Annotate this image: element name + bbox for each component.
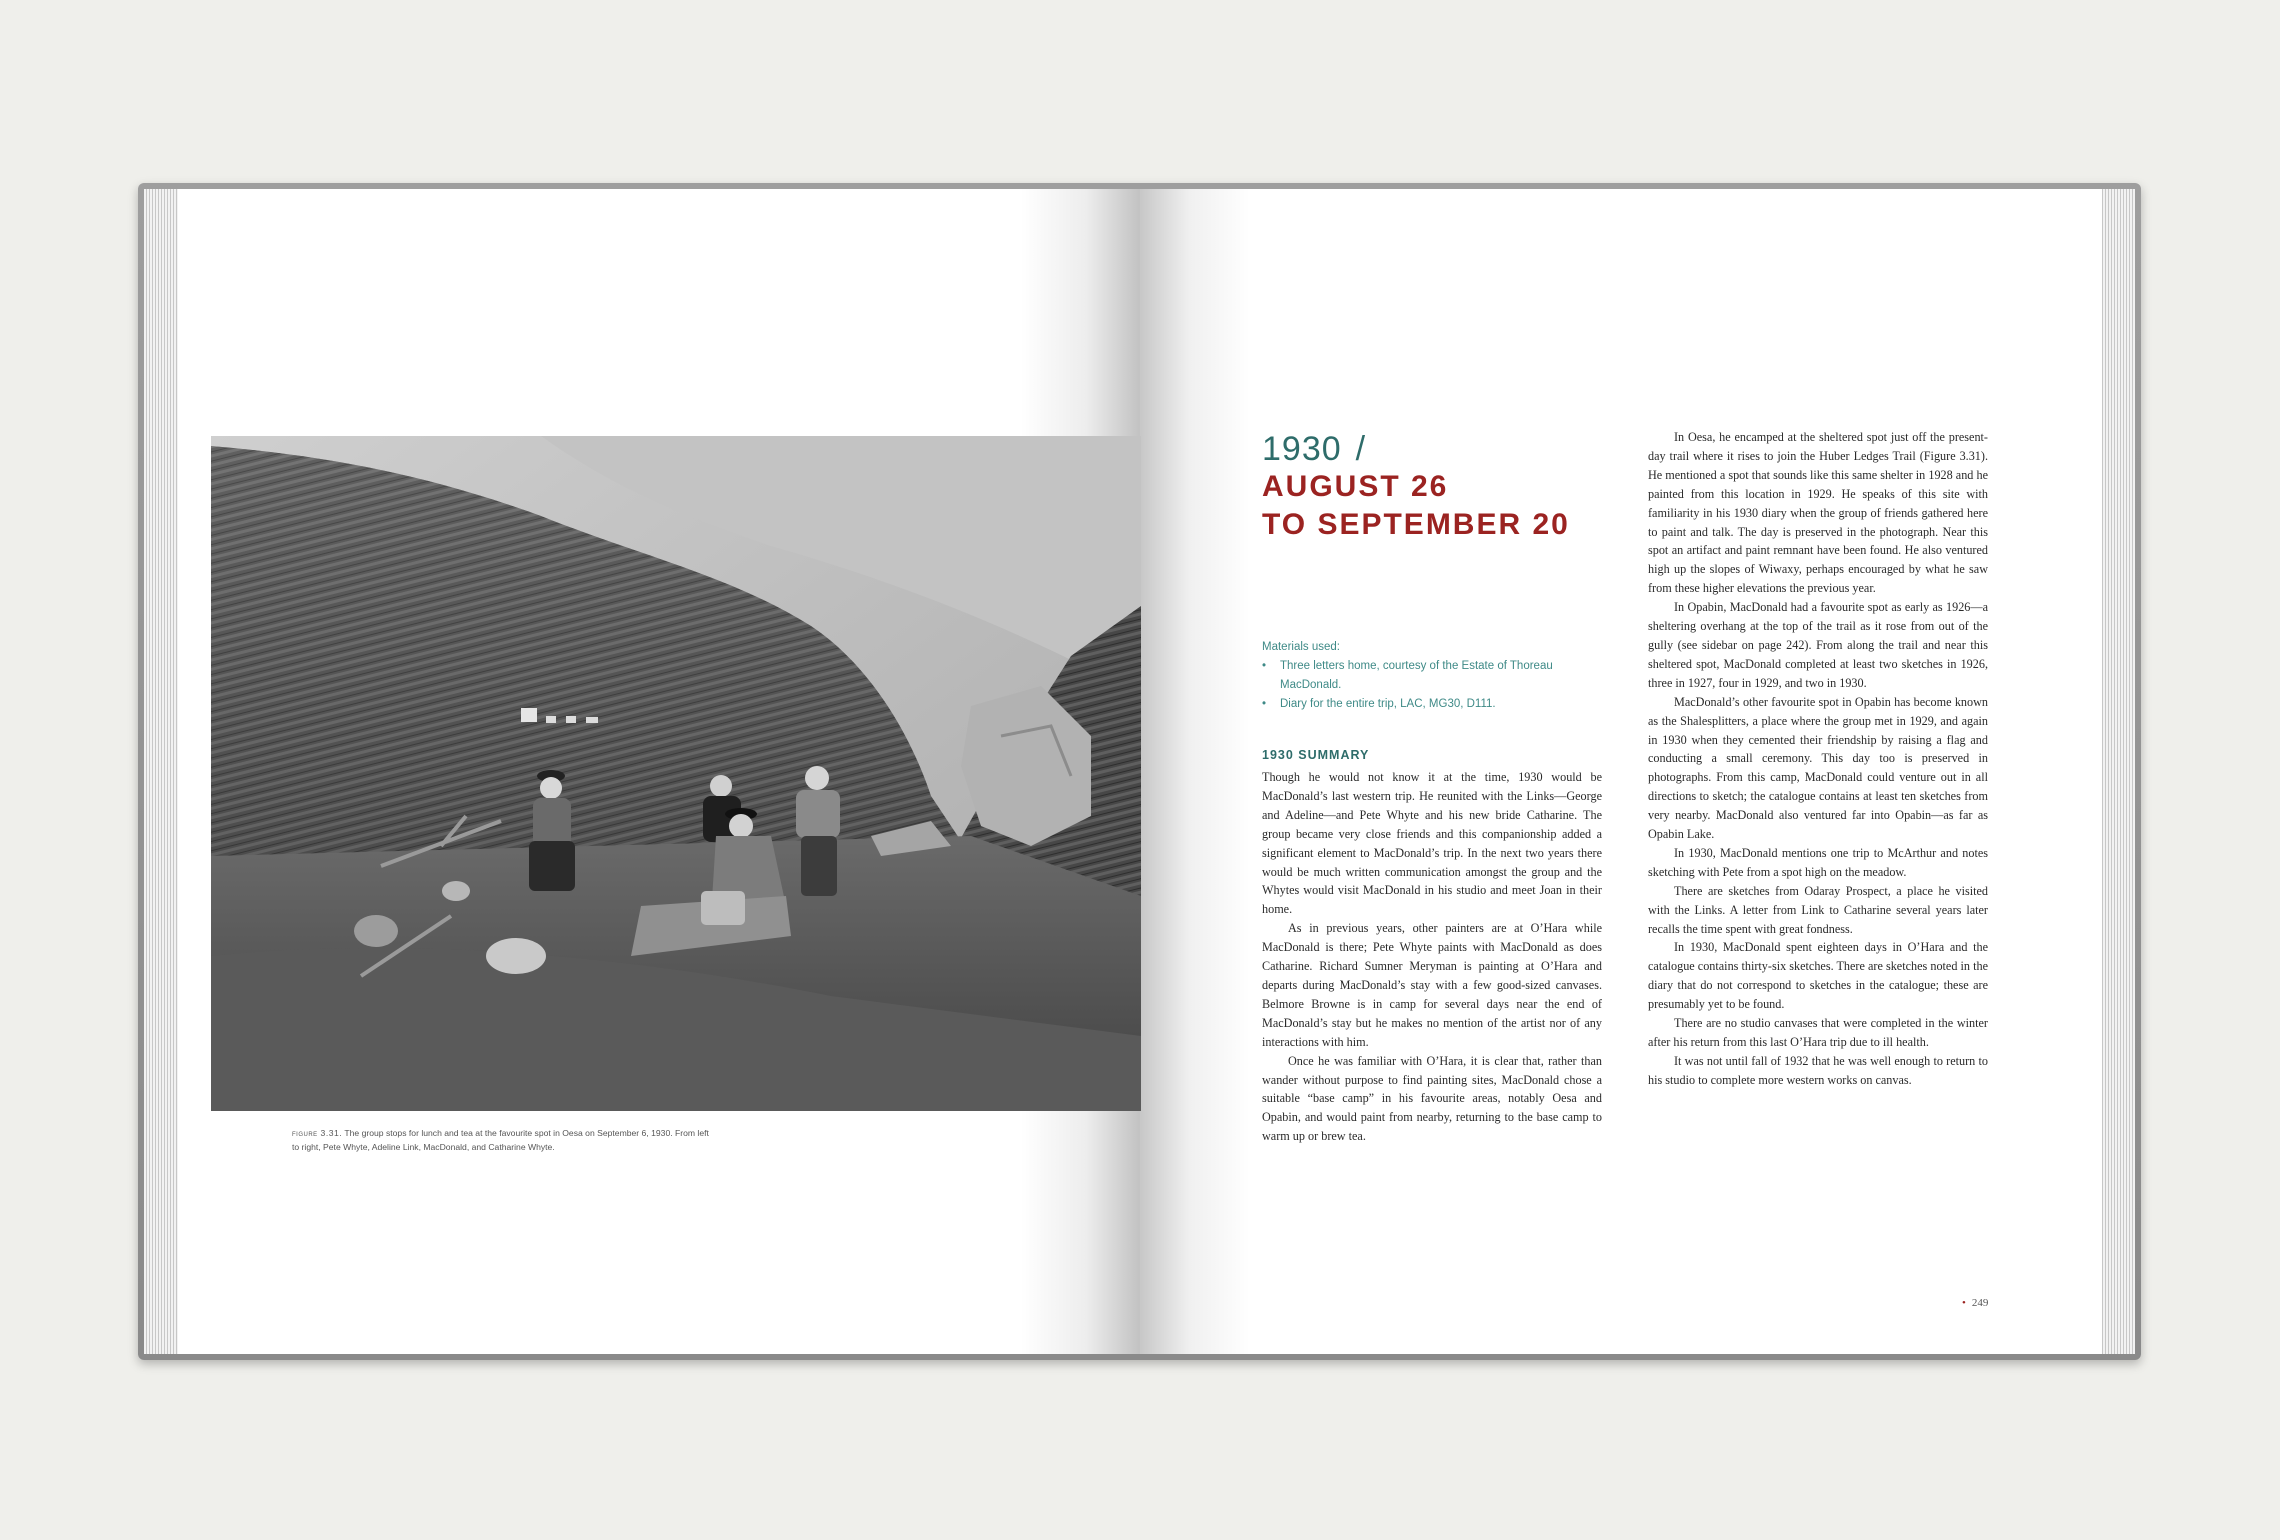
paragraph: It was not until fall of 1932 that he was well enough to return to his studio to complete more western works on canvas. bbox=[1648, 1053, 1988, 1087]
page-number: 249 bbox=[1971, 1297, 1989, 1309]
heading-year bbox=[1262, 430, 1366, 469]
page-edges-right bbox=[2099, 189, 2135, 1354]
paragraph: There are sketches from Odaray Prospect, a place he visited with the Links. A letter from Link to Catharine several years later recalls the time spent with great fondness. bbox=[1648, 883, 1988, 936]
paragraph: MacDonald’s other favourite spot in Opabin has become known as the Shalesplitters, a place where the group met in 1929, and again in 1930 when they cemented their friendship by raising a flag and conducting a small ceremony. This day too is preserved in photographs. From this camp, MacDonald could venture out in all directions to sketch; the catalogue contains at least ten sketches from very nearby. MacDonald also ventured far into Opabin—as far as Opabin Lake. bbox=[1648, 694, 1988, 842]
figure-caption-text: The group stops for lunch and tea at the favourite spot in Oesa on September 6, 1930. From left to right, Pete Whyte, Adeline Link, MacDonald, and Catharine Whyte. bbox=[292, 1128, 709, 1152]
paragraph: As in previous years, other painters are at O’Hara while MacDonald is there; Pete Whyte paints with MacDonald as does Catharine. Richard Sumner Meryman is painting at O’Hara and departs during MacDonald’s stay with a few good-sized canvases. Belmore Browne is in camp for several days near the end of MacDonald’s stay but he makes no mention of the artist nor of any interactions with him. bbox=[1262, 921, 1602, 1049]
year-text: 1930 bbox=[1262, 430, 1342, 468]
paragraph: Though he would not know it at the time, 1930 would be MacDonald’s last western trip. He reunited with the Links—George and Adeline—and Pete Whyte and his new bride Catharine. The group became very close friends and this companionship added a significant element to MacDonald’s trip. In the next two years there would be much written communication amongst the group and the Whytes would visit MacDonald in his studio and meet Joan in their home. bbox=[1262, 770, 1602, 917]
page-edges-left bbox=[144, 189, 182, 1354]
materials-label: Materials used: bbox=[1262, 641, 1340, 653]
paragraph: In 1930, MacDonald spent eighteen days in O’Hara and the catalogue contains thirty-six sketches. There are sketches noted in the diary that do not correspond to sketches in the catalogue; these are presumably yet to be found. bbox=[1648, 940, 1988, 1012]
paragraph: Once he was familiar with O’Hara, it is clear that, rather than wander without purpose to find painting sites, MacDonald chose a suitable “base camp” in his favourite areas, notably Oesa and Opabin, and would paint from nearby, returning to the base camp to warm up or brew tea. bbox=[1262, 1053, 1602, 1144]
date-range-line-2: TO SEPTEMBER 20 bbox=[1262, 508, 1570, 541]
text-column-1 bbox=[1262, 768, 1602, 1146]
materials-used bbox=[1262, 638, 1602, 714]
folio-bullet: • bbox=[1962, 1297, 1966, 1309]
photograph bbox=[211, 436, 1141, 1111]
materials-item: • Three letters home, courtesy of the Estate of Thoreau MacDonald. bbox=[1262, 657, 1602, 695]
paragraph: In 1930, MacDonald mentions one trip to McArthur and notes sketching with Pete from a spot high on the meadow. bbox=[1648, 845, 1988, 879]
paragraph: In Opabin, MacDonald had a favourite spot as early as 1926—a sheltering overhang at the top of the trail as it rose from out of the gully (see sidebar on page 242). From along the trail and near this sheltered spot, MacDonald completed at least two sketches in 1926, three in 1927, four in 1929, and two in 1930. bbox=[1648, 600, 1988, 690]
heading-date-range bbox=[1262, 468, 1622, 544]
paragraph: There are no studio canvases that were completed in the winter after his return from this last O’Hara trip due to ill health. bbox=[1648, 1016, 1988, 1049]
photograph-illustration bbox=[211, 436, 1141, 1111]
materials-list bbox=[1262, 657, 1602, 714]
figure-caption bbox=[292, 1126, 712, 1154]
paragraph: In Oesa, he encamped at the sheltered spot just off the present-day trail where it rises to join the Huber Ledges Trail (Figure 3.31). He mentioned a spot that sounds like this same shelter in 1928 and he painted from this location in 1929. He speaks of this site with familiarity in his 1930 diary when the group of friends gathered here to paint and talk. The day is preserved in the photograph. Near this spot an artifact and paint remnant have been found. He also ventured high up the slopes of Wiwaxy, perhaps encouraged by what he saw from these higher elevations the previous year. bbox=[1648, 430, 1988, 596]
summary-heading: 1930 SUMMARY bbox=[1262, 748, 1370, 762]
date-range-line-1: AUGUST 26 bbox=[1262, 470, 1449, 503]
page-folio bbox=[1962, 1297, 1988, 1309]
gutter-shadow-right bbox=[1140, 189, 1250, 1354]
text-column-2 bbox=[1648, 428, 1988, 1090]
year-slash: / bbox=[1355, 430, 1367, 468]
materials-item: • Diary for the entire trip, LAC, MG30, D111. bbox=[1262, 695, 1602, 714]
figure-label: figure 3.31. bbox=[292, 1128, 343, 1138]
